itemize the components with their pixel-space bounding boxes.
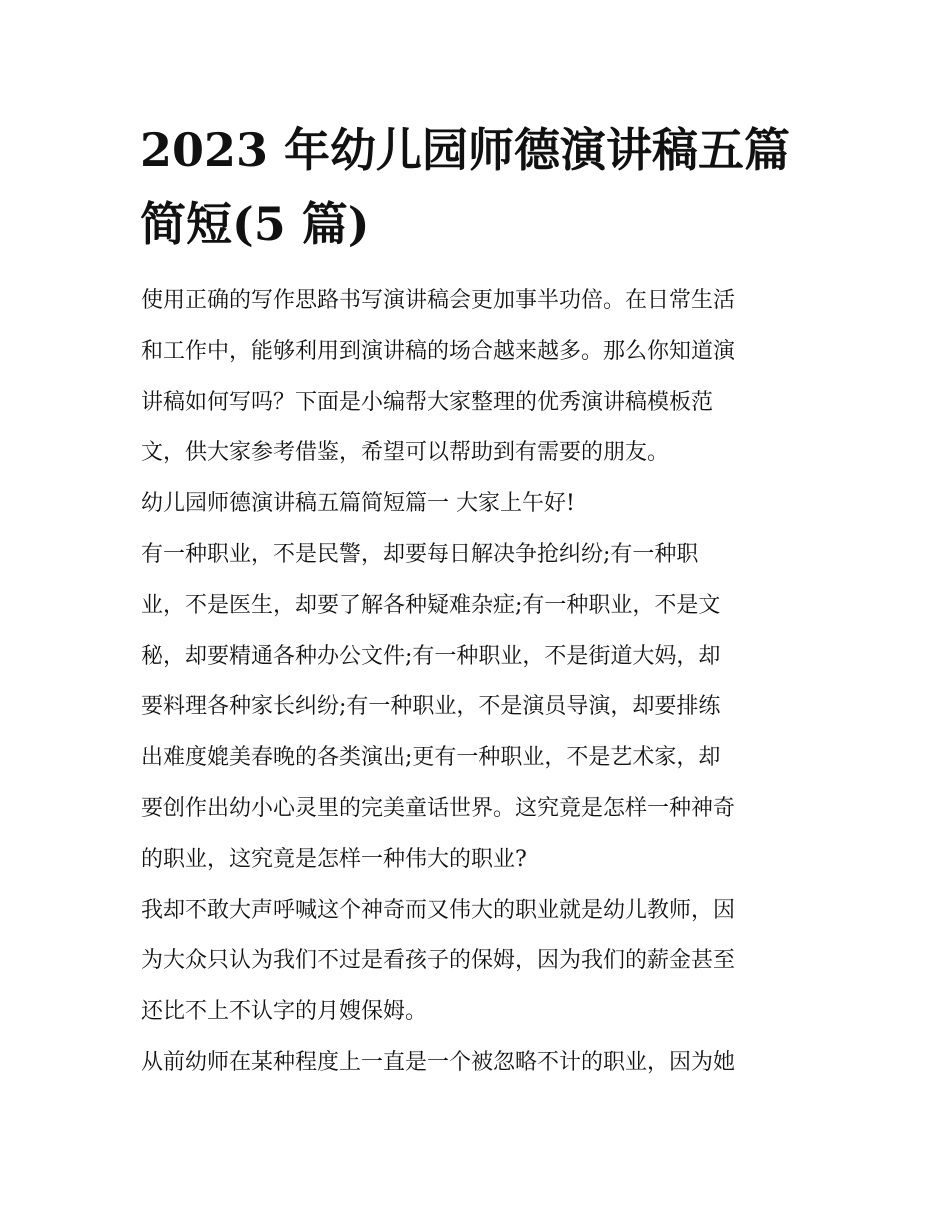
body-line: 文，供大家参考借鉴，希望可以帮助到有需要的朋友。 bbox=[141, 440, 670, 466]
body-line: 出难度媲美春晚的各类演出;更有一种职业，不是艺术家，却 bbox=[141, 745, 721, 771]
document-body bbox=[141, 276, 831, 1089]
body-line: 和工作中，能够利用到演讲稿的场合越来越多。那么你知道演 bbox=[141, 338, 736, 364]
title-line: 2023 年幼儿园师德演讲稿五篇 bbox=[140, 123, 791, 177]
body-line: 使用正确的写作思路书写演讲稿会更加事半功倍。在日常生活 bbox=[141, 288, 736, 313]
body-line: 我却不敢大声呼喊这个神奇而又伟大的职业就是幼儿教师，因 bbox=[141, 897, 736, 923]
body-line: 从前幼师在某种程度上一直是一个被忽略不计的职业，因为她 bbox=[141, 1049, 736, 1075]
body-line: 讲稿如何写吗？下面是小编帮大家整理的优秀演讲稿模板范 bbox=[141, 389, 714, 415]
body-line: 为大众只认为我们不过是看孩子的保姆，因为我们的薪金甚至 bbox=[141, 948, 736, 974]
document-title bbox=[140, 113, 820, 261]
body-line: 秘，却要精通各种办公文件;有一种职业，不是街道大妈，却 bbox=[141, 643, 721, 669]
body-line: 还比不上不认字的月嫂保姆。 bbox=[141, 999, 428, 1025]
body-line: 幼儿园师德演讲稿五篇简短篇一 大家上午好! bbox=[141, 491, 575, 517]
body-line: 业，不是医生，却要了解各种疑难杂症;有一种职业，不是文 bbox=[141, 592, 721, 618]
body-line: 有一种职业，不是民警，却要每日解决争抢纠纷;有一种职 bbox=[141, 541, 699, 567]
body-line: 要创作出幼小心灵里的完美童话世界。这究竟是怎样一种神奇 bbox=[141, 795, 736, 821]
title-line: 简短(5 篇) bbox=[140, 197, 370, 251]
body-line: 的职业，这究竟是怎样一种伟大的职业? bbox=[141, 846, 527, 872]
body-line: 要料理各种家长纠纷;有一种职业，不是演员导演，却要排练 bbox=[141, 694, 721, 720]
